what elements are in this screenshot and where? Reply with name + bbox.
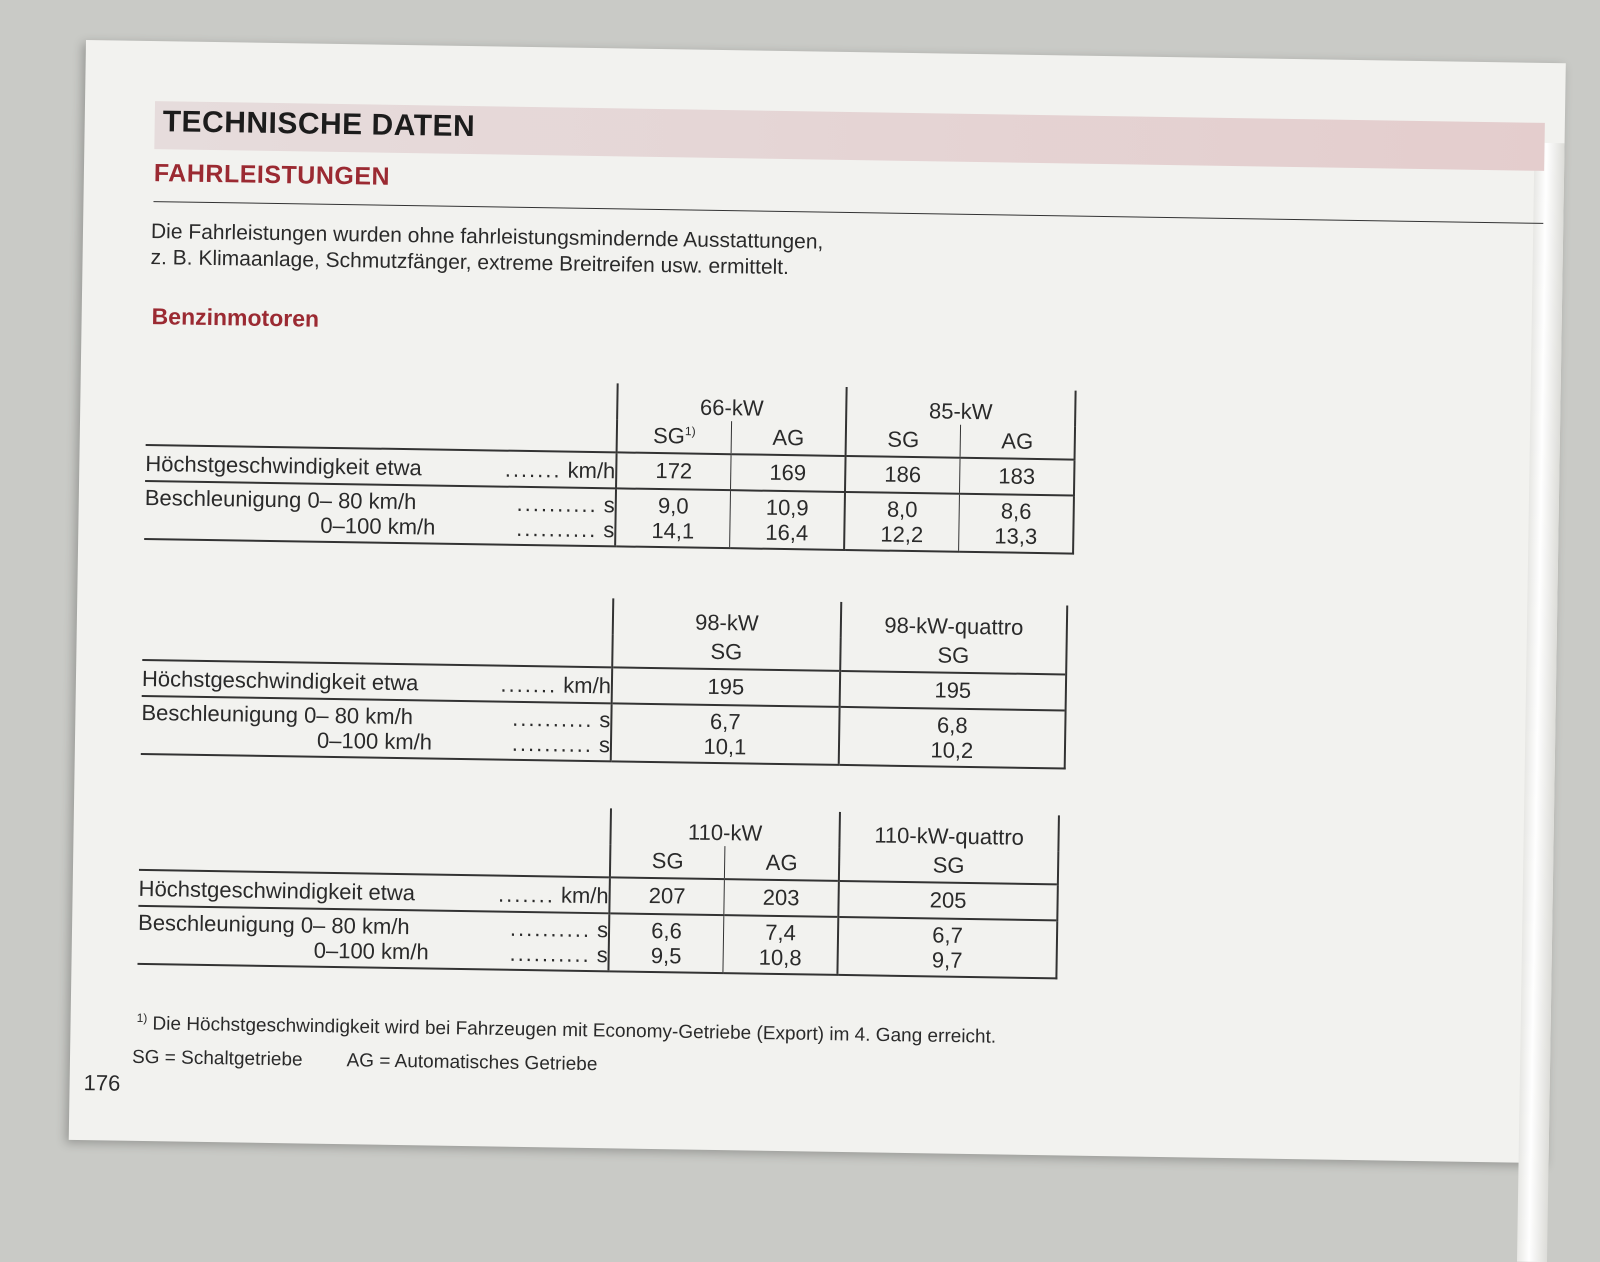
unit-label: s bbox=[598, 732, 611, 758]
manual-page bbox=[69, 40, 1566, 1163]
cell-value: 12,2 bbox=[880, 521, 924, 548]
performance-table-2 bbox=[141, 591, 1068, 770]
leader-dots: .......... bbox=[516, 515, 598, 543]
leader-dots: ....... bbox=[500, 671, 558, 697]
accel-80-label: Beschleunigung 0– 80 km/h bbox=[137, 909, 410, 940]
cell-value: 6,8 bbox=[936, 712, 968, 738]
page-subtitle: FAHRLEISTUNGEN bbox=[153, 159, 391, 191]
accel-80-label: Beschleunigung 0– 80 km/h bbox=[141, 699, 414, 730]
leader-dots: ....... bbox=[504, 456, 562, 483]
cell-value: 10,9 bbox=[765, 494, 809, 521]
leader-dots: .......... bbox=[512, 705, 594, 733]
cell-value: 6,7 bbox=[932, 922, 964, 948]
table-cell bbox=[839, 707, 1066, 769]
cell-value: 7,4 bbox=[765, 919, 797, 946]
table-cell: 169 bbox=[731, 454, 846, 492]
accel-100-label: 0–100 km/h bbox=[316, 727, 433, 755]
footnote-mark: 1) bbox=[684, 424, 696, 439]
sub-header: SG bbox=[610, 844, 725, 879]
table-cell: 207 bbox=[609, 877, 724, 915]
sub-header: SG bbox=[612, 634, 840, 671]
table-cell: 172 bbox=[616, 452, 731, 490]
table-cell: 203 bbox=[724, 879, 839, 917]
cell-value: 8,0 bbox=[886, 496, 918, 523]
row-label bbox=[137, 906, 609, 971]
table-cell bbox=[959, 494, 1074, 554]
sub-header-label: SG bbox=[652, 422, 686, 449]
table-cell bbox=[615, 488, 730, 548]
table-cell: 186 bbox=[845, 456, 960, 494]
accel-80-label: Beschleunigung 0– 80 km/h bbox=[144, 484, 417, 515]
unit-label: s bbox=[596, 942, 608, 968]
group-header-row bbox=[143, 591, 1067, 642]
intro-line-2: z. B. Klimaanlage, Schmutzfänger, extreme Breitreifen usw. ermittelt. bbox=[150, 246, 790, 280]
cell-value: 10,8 bbox=[758, 944, 802, 971]
cell-value: 9,0 bbox=[657, 493, 689, 519]
group-header: 110-kW-quattro bbox=[839, 812, 1059, 851]
intro-text bbox=[150, 219, 1051, 285]
group-header-row bbox=[146, 376, 1075, 427]
cell-value: 6,7 bbox=[709, 708, 741, 735]
table-cell: 195 bbox=[612, 667, 840, 707]
table-cell bbox=[608, 913, 723, 973]
table-cell: 183 bbox=[959, 458, 1074, 496]
unit-label: s bbox=[596, 917, 609, 943]
table-cell bbox=[837, 917, 1057, 978]
table-cell bbox=[844, 492, 959, 552]
accel-100-label: 0–100 km/h bbox=[320, 512, 436, 540]
abbreviation-legend bbox=[132, 1047, 832, 1080]
unit-label: s bbox=[603, 492, 615, 518]
table-cell bbox=[723, 915, 838, 975]
top-speed-label: Höchstgeschwindigkeit etwa bbox=[138, 875, 416, 905]
sub-header: SG bbox=[839, 848, 1058, 884]
cell-value: 16,4 bbox=[765, 519, 809, 546]
page-title: TECHNISCHE DATEN bbox=[162, 105, 476, 144]
cell-value: 8,6 bbox=[1000, 498, 1032, 524]
unit-label: s bbox=[603, 517, 615, 543]
group-header: 98-kW bbox=[613, 598, 841, 638]
performance-table-1 bbox=[144, 376, 1076, 555]
top-speed-label: Höchstgeschwindigkeit etwa bbox=[145, 450, 422, 480]
cell-value: 9,5 bbox=[650, 942, 682, 969]
performance-table-3 bbox=[137, 801, 1059, 979]
row-label bbox=[144, 481, 616, 546]
table-cell: 195 bbox=[839, 671, 1066, 711]
accel-100-label: 0–100 km/h bbox=[313, 937, 429, 965]
unit-label: km/h bbox=[567, 457, 616, 483]
group-header: 85-kW bbox=[846, 387, 1076, 427]
section-title: Benzinmotoren bbox=[151, 303, 320, 332]
sub-header: SG bbox=[840, 638, 1067, 675]
cell-value: 14,1 bbox=[651, 517, 695, 544]
unit-label: km/h bbox=[560, 882, 609, 908]
sub-header: SG bbox=[846, 423, 961, 458]
sub-header bbox=[617, 419, 732, 454]
top-speed-label: Höchstgeschwindigkeit etwa bbox=[141, 665, 419, 695]
footnote bbox=[136, 1011, 1136, 1051]
leader-dots: .......... bbox=[516, 490, 598, 518]
sub-header: AG bbox=[724, 846, 839, 881]
cell-value: 9,7 bbox=[931, 947, 963, 973]
cell-value: 10,2 bbox=[930, 737, 974, 764]
cell-value: 6,6 bbox=[651, 917, 683, 944]
leader-dots: .......... bbox=[511, 730, 594, 758]
table-cell: 205 bbox=[838, 881, 1058, 920]
leader-dots: ....... bbox=[497, 881, 556, 907]
page-number: 176 bbox=[83, 1070, 121, 1096]
leader-dots: .......... bbox=[509, 915, 592, 943]
table-cell bbox=[611, 703, 840, 765]
page-edge bbox=[1517, 143, 1565, 1262]
unit-label: s bbox=[599, 707, 611, 733]
unit-label: km/h bbox=[563, 672, 612, 698]
cell-value: 10,1 bbox=[703, 733, 747, 760]
legend-ag: AG = Automatisches Getriebe bbox=[346, 1050, 598, 1076]
intro-line-1: Die Fahrleistungen wurden ohne fahrleistungsmindernde Ausstattungen, bbox=[150, 220, 824, 254]
group-header: 110-kW bbox=[610, 808, 840, 848]
legend-sg: SG = Schaltgetriebe bbox=[131, 1046, 303, 1071]
group-header: 66-kW bbox=[617, 383, 847, 423]
sub-header: AG bbox=[960, 425, 1075, 460]
cell-value: 13,3 bbox=[994, 523, 1038, 550]
footnote-mark: 1) bbox=[136, 1010, 148, 1026]
footnote-text: Die Höchstgeschwindigkeit wird bei Fahrzeugen mit Economy-Getriebe (Export) im 4. Gang erreicht. bbox=[152, 1013, 997, 1048]
header-rule bbox=[153, 201, 1543, 224]
group-header-row bbox=[139, 801, 1058, 851]
sub-header: AG bbox=[731, 421, 846, 456]
group-header: 98-kW-quattro bbox=[841, 602, 1068, 642]
leader-dots: .......... bbox=[509, 940, 591, 968]
row-label bbox=[141, 696, 612, 761]
table-cell bbox=[730, 490, 845, 550]
